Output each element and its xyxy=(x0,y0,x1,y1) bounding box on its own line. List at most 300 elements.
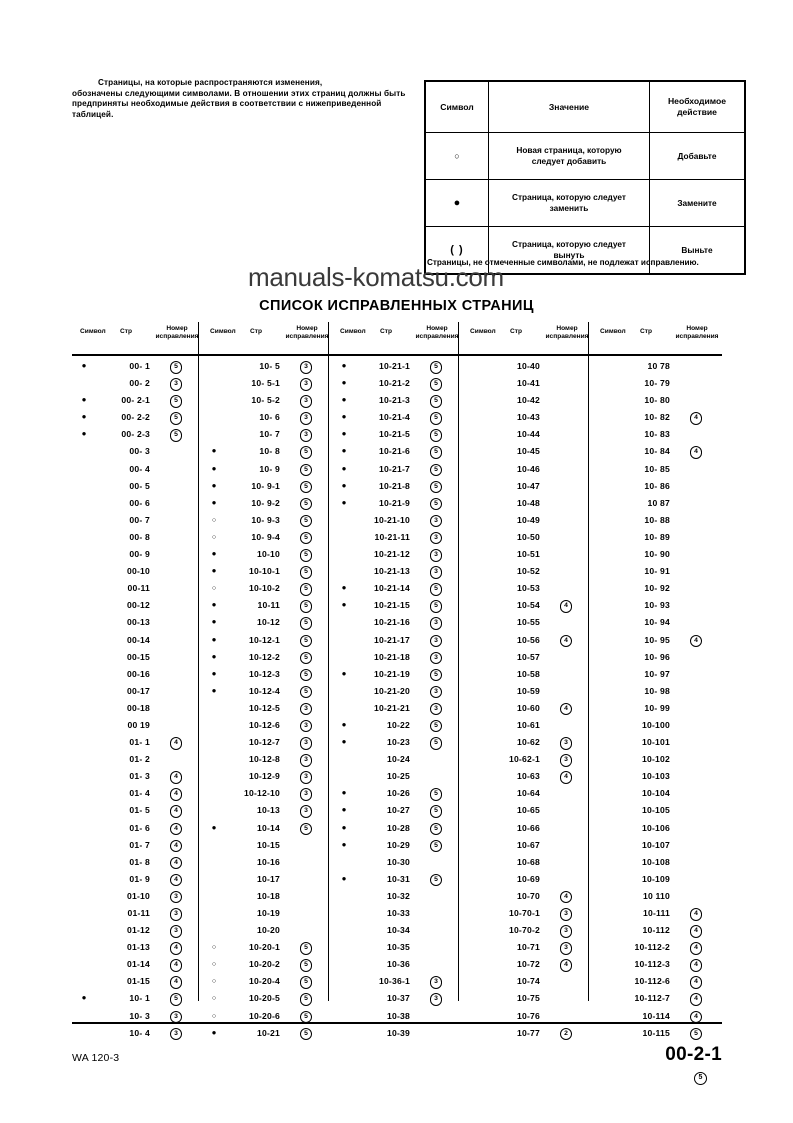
revision-number-cell xyxy=(288,976,324,989)
revision-number-cell xyxy=(548,908,584,921)
page-number-cell: 10-21-14 xyxy=(373,583,410,594)
revision-number-cell xyxy=(158,395,194,408)
revision-badge: 5 xyxy=(170,395,183,408)
revision-badge: 4 xyxy=(690,412,703,425)
table-row xyxy=(462,734,592,751)
table-row xyxy=(592,734,722,751)
column-header-group-2 xyxy=(202,322,332,352)
open-circle-icon xyxy=(208,943,220,952)
table-row xyxy=(202,563,332,580)
revision-number-cell xyxy=(548,959,584,972)
page-list-column-3 xyxy=(332,358,462,1042)
page-number-cell: 10- 3 xyxy=(129,1010,150,1021)
table-row xyxy=(592,751,722,768)
table-row xyxy=(592,495,722,512)
revision-number-cell xyxy=(418,823,454,836)
page-number-cell: 10-15 xyxy=(257,839,280,850)
revision-number-cell xyxy=(678,908,714,921)
revision-number-cell xyxy=(548,1028,584,1041)
table-row xyxy=(462,820,592,837)
page-number-cell: 10-21-7 xyxy=(378,463,410,474)
page-number-cell: 10-27 xyxy=(387,805,410,816)
page-number-cell: 10-35 xyxy=(387,942,410,953)
revision-number-cell xyxy=(158,378,194,391)
table-row xyxy=(72,734,202,751)
revision-badge: 3 xyxy=(560,737,573,750)
table-row xyxy=(72,1025,202,1042)
legend-action-remove: Выньте xyxy=(650,227,746,275)
revision-number-cell xyxy=(288,549,324,562)
page-number-cell: 10-20-1 xyxy=(248,942,280,953)
table-row xyxy=(592,854,722,871)
page-number-cell: 10-57 xyxy=(517,651,540,662)
revision-badge: 5 xyxy=(300,1011,313,1024)
revision-number-cell xyxy=(158,1028,194,1041)
page-number-cell: 10-10-2 xyxy=(248,583,280,594)
revision-badge: 5 xyxy=(430,378,443,391)
revision-number-cell xyxy=(418,635,454,648)
table-row xyxy=(332,666,462,683)
filled-circle-icon xyxy=(208,1029,220,1037)
page-number-cell: 10-70-2 xyxy=(508,925,540,936)
legend-meaning-cell-add xyxy=(489,133,650,180)
revision-number-cell xyxy=(418,429,454,442)
page-number-cell: 10-21-15 xyxy=(373,600,410,611)
table-row xyxy=(72,597,202,614)
page-list-column-2 xyxy=(202,358,332,1042)
revision-badge: 5 xyxy=(300,481,313,494)
page-number-cell: 10-12-7 xyxy=(248,737,280,748)
revision-number-cell xyxy=(288,600,324,613)
open-circle-icon xyxy=(208,994,220,1003)
table-row xyxy=(332,580,462,597)
table-row xyxy=(332,461,462,478)
page-number-cell: 10-12-9 xyxy=(248,771,280,782)
table-bottom-rule xyxy=(72,1022,722,1024)
column-header-revision: Номер исправления xyxy=(415,325,459,340)
table-row xyxy=(332,392,462,409)
filled-circle-icon xyxy=(338,499,350,507)
open-circle-icon xyxy=(208,960,220,969)
page-number-cell: 10-21-12 xyxy=(373,549,410,560)
table-row xyxy=(72,854,202,871)
filled-circle-icon xyxy=(338,379,350,387)
legend-action-add: Добавьте xyxy=(650,133,746,180)
revision-number-cell xyxy=(288,378,324,391)
revision-badge: 4 xyxy=(560,703,573,716)
revision-badge: 4 xyxy=(170,788,183,801)
open-circle-icon xyxy=(208,1012,220,1021)
revision-badge: 3 xyxy=(430,549,443,562)
revision-badge: 5 xyxy=(430,481,443,494)
filled-circle-icon xyxy=(208,687,220,695)
page-number-cell: 10- 95 xyxy=(644,634,670,645)
revision-number-cell xyxy=(288,429,324,442)
table-row xyxy=(202,820,332,837)
page-number-cell: 10-12-4 xyxy=(248,685,280,696)
filled-circle-icon xyxy=(208,499,220,507)
table-row xyxy=(202,734,332,751)
revision-badge: 5 xyxy=(300,515,313,528)
revision-number-cell xyxy=(158,925,194,938)
table-row xyxy=(592,478,722,495)
page-number-cell: 10- 9-3 xyxy=(251,514,280,525)
page-number-cell: 10- 8 xyxy=(259,446,280,457)
revision-number-cell xyxy=(158,942,194,955)
table-row xyxy=(332,854,462,871)
table-row xyxy=(202,632,332,649)
page-number-cell: 01- 9 xyxy=(129,873,150,884)
page-number-cell: 00 19 xyxy=(127,719,150,730)
revision-number-cell xyxy=(158,959,194,972)
table-row xyxy=(202,478,332,495)
page-number-cell: 10-101 xyxy=(642,737,670,748)
page-number-cell: 00- 2-3 xyxy=(121,429,150,440)
page-number-cell: 10-20-4 xyxy=(248,976,280,987)
revision-number-cell xyxy=(288,498,324,511)
revision-number-cell xyxy=(288,942,324,955)
revision-badge: 5 xyxy=(300,549,313,562)
page-number-cell: 10 110 xyxy=(642,890,670,901)
column-header-symbol: Символ xyxy=(470,328,496,335)
filled-circle-icon xyxy=(338,670,350,678)
table-row xyxy=(332,495,462,512)
page-number-cell: 10-72 xyxy=(517,959,540,970)
table-row xyxy=(332,990,462,1007)
revision-badge: 3 xyxy=(300,771,313,784)
table-row xyxy=(72,358,202,375)
table-row xyxy=(202,990,332,1007)
table-row xyxy=(332,939,462,956)
table-row xyxy=(202,768,332,785)
revision-number-cell xyxy=(678,959,714,972)
revision-badge: 3 xyxy=(430,515,443,528)
table-row xyxy=(462,597,592,614)
page-number-cell: 01- 6 xyxy=(129,822,150,833)
table-row xyxy=(462,1025,592,1042)
page-number-cell: 10- 80 xyxy=(644,395,670,406)
legend-row-replace xyxy=(425,180,745,227)
page-number-cell: 00-13 xyxy=(127,617,150,628)
revision-number-cell xyxy=(418,446,454,459)
table-row xyxy=(202,495,332,512)
filled-circle-icon xyxy=(338,806,350,814)
table-row xyxy=(592,888,722,905)
page-number-cell: 00-16 xyxy=(127,668,150,679)
revision-badge: 3 xyxy=(560,942,573,955)
page-number-cell: 10- 9-4 xyxy=(251,531,280,542)
revision-number-cell xyxy=(418,395,454,408)
table-row xyxy=(462,922,592,939)
revision-badge: 3 xyxy=(170,925,183,938)
table-row xyxy=(332,546,462,563)
legend-action-replace: Замените xyxy=(650,180,746,227)
table-row xyxy=(462,973,592,990)
column-header-page: Стр xyxy=(120,328,133,335)
page-number-cell: 00- 7 xyxy=(129,514,150,525)
page-number-cell: 10-60 xyxy=(517,702,540,713)
table-row xyxy=(332,563,462,580)
table-row xyxy=(462,956,592,973)
revision-badge: 5 xyxy=(300,583,313,596)
page-number-cell: 10-48 xyxy=(517,497,540,508)
intro-line-2: обозначены следующими символами. В отношении этих xyxy=(72,88,310,98)
revision-number-cell xyxy=(418,600,454,613)
table-row xyxy=(72,802,202,819)
column-header-group-4 xyxy=(462,322,592,352)
page-number-cell: 10-77 xyxy=(517,1027,540,1038)
column-divider xyxy=(328,322,329,354)
parentheses-icon xyxy=(450,245,463,256)
revision-badge: 4 xyxy=(690,993,703,1006)
page-number-cell: 10-71 xyxy=(517,942,540,953)
table-row xyxy=(592,649,722,666)
table-row xyxy=(462,409,592,426)
table-row xyxy=(72,905,202,922)
table-row xyxy=(202,597,332,614)
revision-badge: 4 xyxy=(690,942,703,955)
page-number-cell: 10-112-3 xyxy=(634,959,670,970)
revision-badge: 5 xyxy=(430,583,443,596)
page-number-cell: 10-102 xyxy=(642,754,670,765)
revision-number-cell xyxy=(288,788,324,801)
table-row xyxy=(592,392,722,409)
revision-number-cell xyxy=(158,361,194,374)
revision-badge: 4 xyxy=(170,823,183,836)
table-row xyxy=(202,802,332,819)
revision-badge: 5 xyxy=(430,805,443,818)
column-header-group-5 xyxy=(592,322,722,352)
revision-number-cell xyxy=(548,771,584,784)
page-number-cell: 10- 5-2 xyxy=(251,395,280,406)
page-number-cell: 00-10 xyxy=(127,566,150,577)
table-row xyxy=(72,632,202,649)
table-row xyxy=(202,922,332,939)
revision-badge: 5 xyxy=(300,600,313,613)
revision-badge: 3 xyxy=(170,1028,183,1041)
page-number-cell: 10-21-1 xyxy=(378,361,410,371)
page-number-cell: 10-12 xyxy=(257,617,280,628)
table-row xyxy=(462,785,592,802)
table-row xyxy=(72,717,202,734)
revision-number-cell xyxy=(288,515,324,528)
footer-revision-badge xyxy=(694,1072,707,1085)
revision-number-cell xyxy=(158,857,194,870)
table-row xyxy=(202,375,332,392)
filled-circle-icon xyxy=(208,465,220,473)
table-row xyxy=(332,649,462,666)
page-number-cell: 10-22 xyxy=(387,719,410,730)
revision-badge: 5 xyxy=(430,464,443,477)
table-row xyxy=(462,905,592,922)
revision-badge: 4 xyxy=(690,446,703,459)
page-number-cell: 10-24 xyxy=(387,754,410,765)
table-row xyxy=(592,939,722,956)
revision-badge: 5 xyxy=(430,874,443,887)
page-number-cell: 10-70-1 xyxy=(508,908,540,918)
table-row xyxy=(202,973,332,990)
column-divider xyxy=(198,322,199,354)
revision-badge: 4 xyxy=(690,1011,703,1024)
page-number-cell: 10-70 xyxy=(517,890,540,901)
page-number-cell: 00- 4 xyxy=(129,463,150,474)
revision-badge: 3 xyxy=(430,566,443,579)
revision-number-cell xyxy=(418,412,454,425)
table-row xyxy=(332,802,462,819)
revision-badge: 4 xyxy=(170,959,183,972)
intro-line-4: в соответствии с нижеприведенной таблицей. xyxy=(72,99,382,119)
revision-badge: 5 xyxy=(170,429,183,442)
revision-number-cell xyxy=(288,464,324,477)
page-number-cell: 10-65 xyxy=(517,805,540,816)
page-number-cell: 10-21-16 xyxy=(373,617,410,628)
revision-number-cell xyxy=(548,600,584,613)
column-header-page: Стр xyxy=(250,328,263,335)
page-number-cell: 10- 91 xyxy=(644,566,670,577)
revision-number-cell xyxy=(418,976,454,989)
table-row xyxy=(592,409,722,426)
revision-badge: 4 xyxy=(560,635,573,648)
page-number-cell: 01- 8 xyxy=(129,856,150,867)
table-row xyxy=(72,820,202,837)
revision-badge: 5 xyxy=(430,395,443,408)
revision-number-cell xyxy=(418,583,454,596)
page-number-cell: 10-21-10 xyxy=(373,514,410,525)
revision-badge: 3 xyxy=(300,754,313,767)
page-number-cell: 10-12-5 xyxy=(248,702,280,713)
table-row xyxy=(592,632,722,649)
revision-number-cell xyxy=(288,532,324,545)
revision-number-cell xyxy=(418,549,454,562)
revision-badge: 2 xyxy=(560,1028,573,1041)
table-row xyxy=(462,358,592,375)
table-row xyxy=(332,700,462,717)
page-number-cell: 10-55 xyxy=(517,617,540,628)
page-number-cell: 10-66 xyxy=(517,822,540,833)
table-row xyxy=(72,512,202,529)
revision-number-cell xyxy=(418,720,454,733)
revision-number-cell xyxy=(418,788,454,801)
page-number-cell: 10-16 xyxy=(257,856,280,867)
column-header-symbol: Символ xyxy=(210,328,236,335)
page-number-cell: 10- 84 xyxy=(644,446,670,457)
page-number-cell: 10- 9-1 xyxy=(251,480,280,491)
revision-badge: 3 xyxy=(170,1011,183,1024)
table-row xyxy=(592,990,722,1007)
table-row xyxy=(592,837,722,854)
revision-number-cell xyxy=(288,395,324,408)
page-number-cell: 01- 5 xyxy=(129,805,150,816)
page-number-cell: 00-17 xyxy=(127,685,150,696)
page-number-cell: 10-59 xyxy=(517,685,540,696)
revision-number-cell xyxy=(678,925,714,938)
revision-badge: 5 xyxy=(300,976,313,989)
revision-number-cell xyxy=(288,361,324,374)
symbol-legend-table xyxy=(424,80,746,275)
table-row xyxy=(462,802,592,819)
revision-badge: 5 xyxy=(430,720,443,733)
page-number-cell: 10-112 xyxy=(642,925,670,936)
page-number-cell: 10-52 xyxy=(517,566,540,577)
table-row xyxy=(72,614,202,631)
revision-number-cell xyxy=(418,874,454,887)
table-row xyxy=(462,666,592,683)
legend-header-row xyxy=(425,81,745,133)
table-row xyxy=(72,426,202,443)
page-number-cell: 10-56 xyxy=(517,634,540,645)
table-row xyxy=(592,512,722,529)
page-number-cell: 10-20-6 xyxy=(248,1010,280,1021)
table-row xyxy=(592,683,722,700)
page-number-cell: 10-104 xyxy=(642,788,670,799)
revision-number-cell xyxy=(678,976,714,989)
column-divider xyxy=(458,356,459,1001)
revision-badge: 5 xyxy=(430,498,443,511)
page-number-cell: 10-21-19 xyxy=(373,668,410,679)
revision-badge: 5 xyxy=(300,823,313,836)
legend-meaning-cell-replace xyxy=(489,180,650,227)
table-row xyxy=(592,802,722,819)
table-row xyxy=(202,580,332,597)
revision-number-cell xyxy=(288,993,324,1006)
revision-number-cell xyxy=(288,737,324,750)
revision-number-cell xyxy=(418,361,454,374)
revision-number-cell xyxy=(158,788,194,801)
revision-number-cell xyxy=(418,498,454,511)
page-number-cell: 10- 89 xyxy=(644,531,670,542)
page-number-cell: 10-33 xyxy=(387,908,410,918)
revision-badge: 4 xyxy=(690,959,703,972)
table-row xyxy=(592,529,722,546)
watermark: manuals-komatsu.com xyxy=(248,262,504,292)
page-number-cell: 10-21-2 xyxy=(378,378,410,389)
revision-number-cell xyxy=(158,412,194,425)
table-row xyxy=(72,973,202,990)
table-row xyxy=(332,820,462,837)
page-number-cell: 10-36 xyxy=(387,959,410,970)
revision-badge: 5 xyxy=(430,669,443,682)
revision-badge: 5 xyxy=(170,412,183,425)
table-row xyxy=(332,956,462,973)
legend-meaning-replace-line-1: Страница, которую следует xyxy=(512,192,626,202)
page-number-cell: 10-111 xyxy=(642,908,670,918)
revision-badge: 4 xyxy=(170,737,183,750)
filled-circle-icon xyxy=(338,789,350,797)
table-row xyxy=(332,785,462,802)
revision-number-cell xyxy=(288,635,324,648)
page-number-cell: 10- 7 xyxy=(259,429,280,440)
table-row xyxy=(72,443,202,460)
table-row xyxy=(592,426,722,443)
table-row xyxy=(462,375,592,392)
table-row xyxy=(202,461,332,478)
table-row xyxy=(72,580,202,597)
page-number-cell: 01- 3 xyxy=(129,771,150,782)
table-row xyxy=(592,785,722,802)
revision-badge: 5 xyxy=(300,1028,313,1041)
table-row xyxy=(202,888,332,905)
revision-badge: 3 xyxy=(430,686,443,699)
page-number-cell: 10-12-1 xyxy=(248,634,280,645)
filled-circle-icon xyxy=(78,994,90,1002)
page-number-cell: 10-21-17 xyxy=(373,634,410,645)
page-number-cell: 10-112-7 xyxy=(634,993,670,1004)
table-row xyxy=(592,358,722,375)
revision-number-cell xyxy=(548,737,584,750)
revision-badge: 4 xyxy=(170,874,183,887)
page-number-cell: 10-44 xyxy=(517,429,540,440)
filled-circle-icon xyxy=(338,413,350,421)
